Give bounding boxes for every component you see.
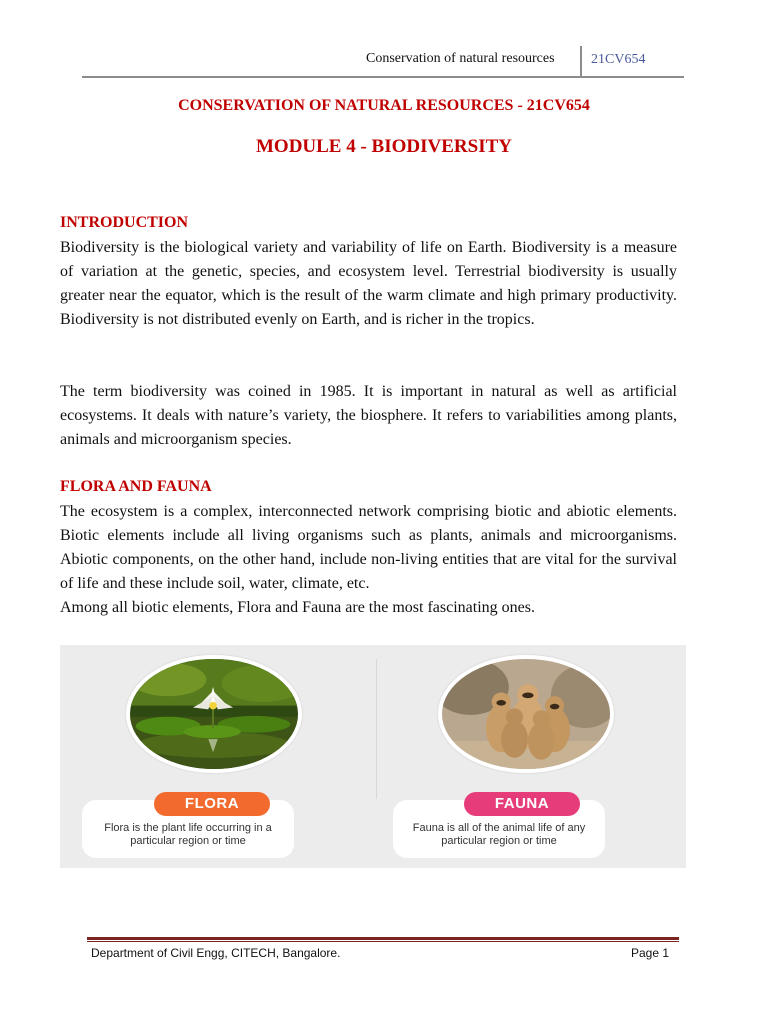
footer-rule-thick (87, 937, 679, 940)
section-heading-introduction: INTRODUCTION (60, 214, 189, 231)
fauna-label-pill: FAUNA (464, 792, 580, 816)
document-title: CONSERVATION OF NATURAL RESOURCES - 21CV654 (178, 97, 590, 114)
flora-fauna-figure (60, 645, 686, 868)
intro-paragraph-2-text: The term biodiversity was coined in 1985. It is important in natural as well as artificial ecosystems. It deals with nature’s variety, the biosphere. It refers to variabilities among plants, animals and microorganism species. (60, 383, 677, 448)
running-header-title: Conservation of natural resources (366, 51, 555, 66)
meerkats-image (442, 659, 610, 769)
intro-paragraph-2 (60, 380, 677, 452)
header-rule (82, 76, 684, 78)
fauna-photo (438, 655, 614, 773)
module-title: MODULE 4 - BIODIVERSITY (255, 136, 512, 157)
flora-fauna-paragraph-2 (60, 596, 677, 620)
footer-department: Department of Civil Engg, CITECH, Bangalore. (91, 946, 341, 960)
flora-fauna-paragraph-1-text: The ecosystem is a complex, interconnected network comprising biotic and abiotic elements. Biotic elements include all living organisms such as plants, animals and microorganisms. Abiotic components, on the other hand, include non-living entities that are vital for the survival of life and these include soil, water, climate, etc. (60, 503, 677, 592)
intro-paragraph-1 (60, 236, 677, 332)
flora-fauna-paragraph-1 (60, 500, 677, 596)
water-lily-image (130, 659, 298, 769)
running-header-code: 21CV654 (591, 52, 646, 67)
section-heading-flora-fauna: FLORA AND FAUNA (60, 478, 212, 495)
flora-fauna-paragraph-2-text: Among all biotic elements, Flora and Fauna are the most fascinating ones. (60, 599, 535, 616)
figure-divider (376, 659, 377, 799)
flora-photo (126, 655, 302, 773)
fauna-description: Fauna is all of the animal life of any particular region or time (412, 822, 586, 847)
header-separator (580, 46, 582, 77)
flora-description: Flora is the plant life occurring in a particular region or time (104, 822, 272, 847)
flora-label-pill: FLORA (154, 792, 270, 816)
footer-page-number: Page 1 (631, 946, 670, 960)
footer-rule-thin (87, 941, 679, 942)
intro-paragraph-1-text: Biodiversity is the biological variety and variability of life on Earth. Biodiversity is a measure of variation at the genetic, species, and ecosystem level. Terrestrial biodiversity is usually greater near the equator, which is the result of the warm climate and high primary productivity. Biodiversity is not distributed evenly on Earth, and is richer in the tropics. (60, 239, 677, 328)
